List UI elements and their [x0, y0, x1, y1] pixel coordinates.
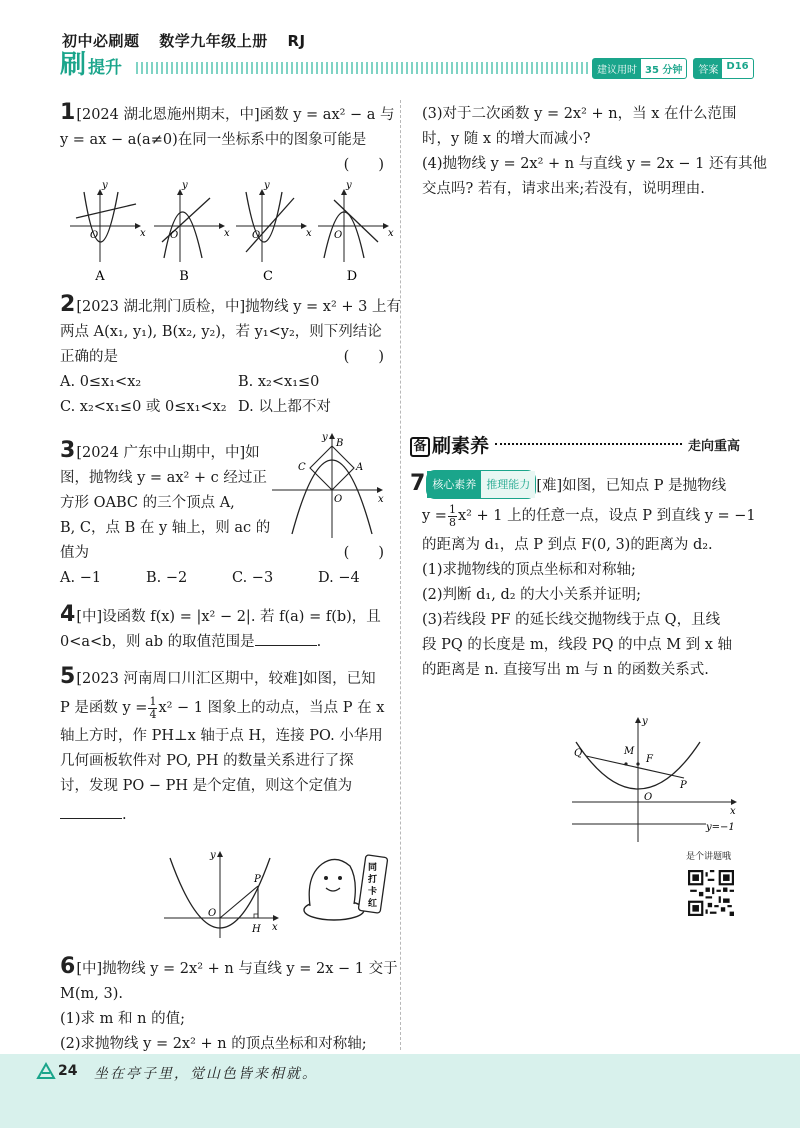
question-number: 2 — [60, 292, 76, 317]
question-6 — [60, 954, 400, 1057]
time-label: 建议用时 — [593, 59, 641, 78]
svg-text:x: x — [306, 228, 312, 239]
q2-line3: 正确的是 — [60, 349, 118, 365]
option-d: D. −4 — [318, 570, 360, 586]
q7-line1: [难]如图，已知点 P 是抛物线 — [536, 478, 727, 494]
svg-text:Q: Q — [574, 748, 583, 759]
answer-paren: ( ) — [343, 157, 384, 173]
option-d: D. 以上都不对 — [238, 399, 331, 415]
column-divider — [400, 100, 401, 1050]
q1-line2: y = ax − a(a≠0)在同一坐标系中的图象可能是 — [60, 132, 367, 148]
edition: RJ — [287, 32, 306, 50]
answer-code: D16 — [726, 61, 749, 72]
option-a: A. 0≤x₁<x₂ — [60, 374, 142, 390]
q3-figure — [270, 430, 390, 540]
graph-b — [154, 180, 230, 262]
q7-line7: 段 PQ 的长度是 m，线段 PQ 的中点 M 到 x 轴 — [422, 637, 733, 653]
svg-text:M: M — [624, 746, 635, 757]
question-number: 5 — [60, 664, 76, 689]
option-a: A. −1 — [60, 570, 102, 586]
question-number: 7 — [410, 471, 426, 496]
svg-text:B: B — [336, 438, 344, 449]
competency-badge: 核心素养 推理能力 — [426, 470, 536, 499]
q6-line1: [中]抛物线 y = 2x² + n 与直线 y = 2x − 1 交于 — [76, 961, 398, 977]
question-4: 4[中]设函数 f(x) = |x² − 2|. 若 f(a) = f(b)，且 0<a<b，则 ab 的取值范围是 . — [60, 602, 381, 650]
q1-line1: [2024 湖北恩施州期末，中]函数 y = ax² − a 与 — [76, 107, 395, 123]
svg-text:x: x — [388, 228, 394, 239]
q3-line2: 图，抛物线 y = ax² + c 经过正 — [60, 470, 267, 486]
footer-logo-icon — [36, 1062, 56, 1080]
q2-line1: [2023 湖北荆门质检，中]抛物线 y = x² + 3 上有 — [76, 299, 401, 315]
option-b: B. −2 — [146, 570, 188, 586]
mascot-stamp — [296, 846, 388, 926]
book-header — [62, 30, 320, 51]
q7-figure — [566, 714, 746, 844]
qr-label: 是个讲题哦 — [686, 852, 732, 862]
section-subtitle: 走向重高 — [687, 438, 740, 454]
q3-line5: 值为 — [60, 545, 89, 561]
svg-text:O: O — [208, 908, 217, 919]
page-footer — [0, 1054, 800, 1128]
q5-figure — [160, 848, 290, 940]
question-7: 7 核心素养 推理能力 [难]如图，已知点 P 是抛物线 y = $\frac{1}{8}$ x² + 1 上的任意一点，设点 P 到直线 y = −1 的距离为 d₁，点 P 到点 F(0, 3)的距离为 d₂. (1)求抛物线的顶点坐标和对称轴; (2)判断 d₁, d₂ 的大小关系并证明; (3)若线段 PF 的延长线交抛物线于点 Q，且线 段 PQ 的长度是 m，线段 PQ 的中点 M 到 x 轴 的距离是 n. 直接写出 m 与 n 的函数关系式. — [410, 470, 746, 683]
option-c: C. −3 — [232, 570, 274, 586]
label-b: B — [179, 269, 189, 284]
svg-text:P: P — [254, 874, 261, 885]
section-box: 备 — [410, 437, 430, 457]
q6-line8: 交点吗? 若有，请求出来;若没有，说明理由. — [422, 181, 705, 197]
option-b: B. x₂<x₁≤0 — [238, 374, 320, 390]
graph-c — [236, 180, 312, 262]
option-c: C. x₂<x₁≤0 或 0≤x₁<x₂ — [60, 399, 227, 415]
q3-line1: [2024 广东中山期中，中]如 — [76, 445, 260, 461]
label-d: D — [346, 269, 358, 284]
svg-text:x: x — [140, 228, 146, 239]
q6-line6: 时，y 随 x 的增大而减小? — [422, 131, 591, 147]
q6-line5: (3)对于二次函数 y = 2x² + n，当 x 在什么范围 — [422, 106, 737, 122]
svg-text:x: x — [730, 806, 736, 817]
svg-text:y: y — [642, 716, 648, 727]
question-number: 6 — [60, 954, 76, 979]
question-2 — [60, 292, 401, 420]
svg-text:C: C — [298, 462, 306, 473]
q5-line4: 几何画板软件对 PO, PH 的数量关系进行了探 — [60, 753, 354, 769]
question-6-continued — [422, 102, 768, 202]
q7-line5: (2)判断 d₁, d₂ 的大小关系并证明; — [422, 587, 642, 603]
q6-line7: (4)抛物线 y = 2x² + n 与直线 y = 2x − 1 还有其他 — [422, 156, 768, 172]
svg-text:O: O — [252, 230, 261, 241]
svg-text:H: H — [252, 924, 261, 935]
label-c: C — [263, 269, 273, 284]
question-5: 5[2023 河南周口川汇区期中，较难]如图，已知 P 是函数 y = $\frac{1}{4}$ x² − 1 图象上的动点，当点 P 在 x 轴上方时，作 PH⊥x 轴于点 H，连接 PO. 小华用 几何画板软件对 PO, PH 的数量关系进行了探 讨，发现 PO − PH 是个定值，则这个定值为 . — [60, 664, 390, 828]
q6-line4: (2)求抛物线 y = 2x² + n 的顶点坐标和对称轴; — [60, 1036, 367, 1052]
line-label: y=−1 — [706, 822, 735, 833]
answer-label: 答案 — [694, 59, 722, 78]
qr-code-icon[interactable] — [688, 870, 734, 916]
q6-line3: (1)求 m 和 n 的值; — [60, 1011, 185, 1027]
q5-line1: [2023 河南周口川汇区期中，较难]如图，已知 — [76, 671, 376, 687]
graph-a — [70, 180, 146, 262]
svg-text:A: A — [356, 462, 364, 473]
svg-text:y: y — [322, 432, 328, 443]
q3-line3: 方形 OABC 的三个顶点 A, — [60, 495, 235, 511]
q5-line3: 轴上方时，作 PH⊥x 轴于点 H，连接 PO. 小华用 — [60, 728, 383, 744]
section-header — [410, 430, 740, 458]
svg-text:O: O — [644, 792, 653, 803]
svg-text:F: F — [646, 754, 653, 765]
svg-text:x: x — [224, 228, 230, 239]
svg-text:O: O — [334, 230, 343, 241]
svg-text:y: y — [102, 180, 108, 191]
svg-text:卡: 卡 — [368, 887, 378, 897]
q7-line4: (1)求抛物线的顶点坐标和对称轴; — [422, 562, 636, 578]
question-number: 1 — [60, 100, 76, 125]
svg-text:x: x — [272, 922, 278, 933]
svg-text:O: O — [90, 230, 99, 241]
q6-line2: M(m, 3). — [60, 986, 123, 1002]
page-number: 24 — [58, 1063, 78, 1079]
svg-text:打: 打 — [368, 875, 378, 885]
question-number: 3 — [60, 438, 76, 463]
answer-paren: ( ) — [343, 349, 384, 365]
svg-text:O: O — [334, 494, 343, 505]
q1-graphs — [66, 180, 394, 284]
graph-d — [318, 180, 394, 262]
brand-small: 提升 — [88, 58, 123, 78]
svg-text:O: O — [170, 230, 179, 241]
svg-text:x: x — [378, 494, 384, 505]
question-1 — [60, 100, 395, 178]
svg-text:y: y — [210, 850, 216, 861]
q7-line6: (3)若线段 PF 的延长线交抛物线于点 Q，且线 — [422, 612, 721, 628]
q5-line5: 讨，发现 PO − PH 是个定值，则这个定值为 — [60, 778, 353, 794]
stamp-char: 同 — [368, 863, 378, 873]
header-stripe — [136, 62, 588, 74]
time-value: 35 分钟 — [645, 65, 683, 76]
answer-blank[interactable] — [255, 631, 317, 646]
label-a: A — [95, 269, 105, 284]
brand-big: 刷 — [60, 50, 87, 80]
answer-blank[interactable] — [60, 804, 122, 819]
answer-paren: ( ) — [343, 545, 384, 561]
section-title: 备 刷素养 — [410, 431, 489, 458]
svg-text:y: y — [182, 180, 188, 191]
svg-text:红: 红 — [368, 899, 378, 909]
svg-text:y: y — [346, 180, 352, 191]
q7-line3: 的距离为 d₁，点 P 到点 F(0, 3)的距离为 d₂. — [422, 537, 713, 553]
q4-line2: 0<a<b，则 ab 的取值范围是 — [60, 634, 255, 650]
svg-text:y: y — [264, 180, 270, 191]
footer-motto: 坐在亭子里，觉山色皆来相就。 — [94, 1066, 318, 1082]
question-number: 4 — [60, 602, 76, 627]
svg-text:P: P — [680, 780, 687, 791]
fraction: $\frac{1}{8}$ — [448, 502, 456, 529]
q4-line1: [中]设函数 f(x) = |x² − 2|. 若 f(a) = f(b)，且 — [76, 609, 381, 625]
q7-line8: 的距离是 n. 直接写出 m 与 n 的函数关系式. — [422, 662, 709, 678]
section-brand — [60, 52, 122, 78]
book-name: 初中必刷题 — [62, 32, 140, 50]
q3-line4: B, C，点 B 在 y 轴上，则 ac 的 — [60, 520, 271, 536]
fraction: $\frac{1}{4}$ — [149, 694, 157, 721]
q2-line2: 两点 A(x₁, y₁), B(x₂, y₂)，若 y₁<y₂，则下列结论 — [60, 324, 382, 340]
dotted-leader — [495, 443, 682, 445]
subject-name: 数学九年级上册 — [159, 32, 268, 50]
time-box — [592, 58, 754, 79]
